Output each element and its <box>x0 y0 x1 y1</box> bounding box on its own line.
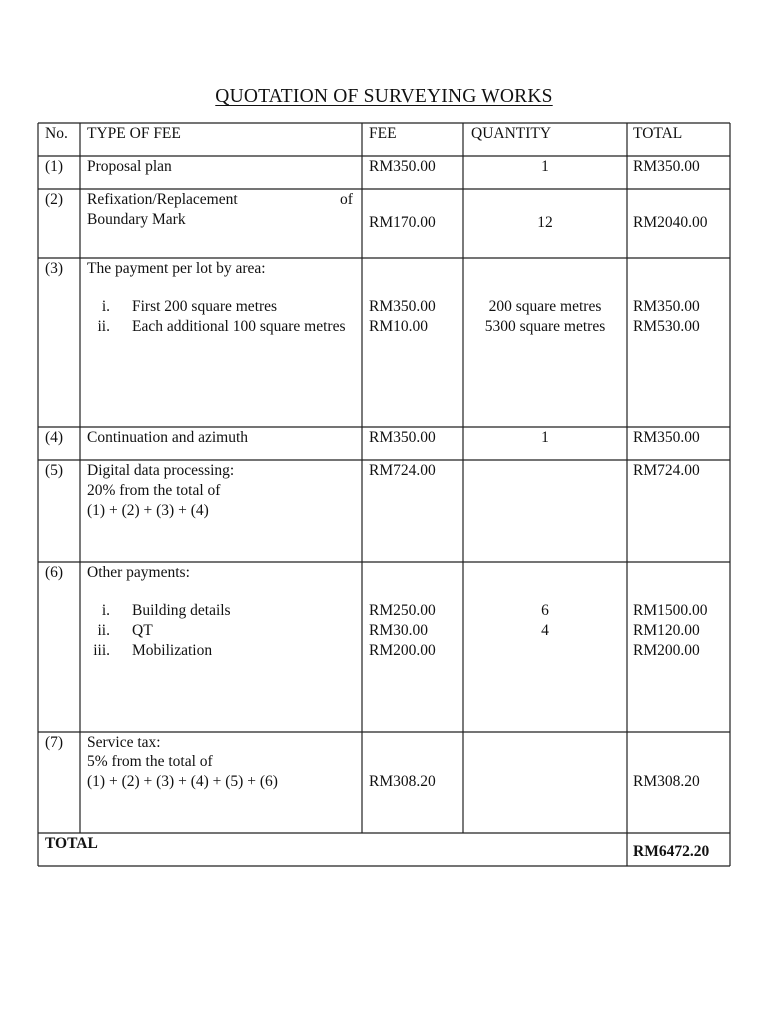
row-4-type: Continuation and azimuth <box>87 429 249 446</box>
row-5-type-line2: 20% from the total of <box>87 482 221 499</box>
row-6-item-2-fee: RM30.00 <box>369 622 428 639</box>
row-3-item-1-quantity: 200 square metres <box>488 298 602 315</box>
header-total: TOTAL <box>633 125 683 142</box>
header-type-of-fee: TYPE OF FEE <box>87 125 181 142</box>
row-6-item-1-numeral: i. <box>101 602 110 619</box>
row-6-item-1-fee: RM250.00 <box>369 602 436 619</box>
row-3-item-1-text: First 200 square metres <box>132 298 278 315</box>
row-5-type-line3: (1) + (2) + (3) + (4) <box>87 502 209 519</box>
row-6-item-1-text: Building details <box>132 602 231 619</box>
row-7-no: (7) <box>45 734 64 751</box>
row-3-item-2-quantity: 5300 square metres <box>484 318 606 335</box>
row-3-no: (3) <box>45 260 64 277</box>
row-5-type-line1: Digital data processing: <box>87 462 235 479</box>
row-2-type-part1: Refixation/Replacement <box>87 191 238 208</box>
row-1-total: RM350.00 <box>633 158 700 175</box>
header-no: No. <box>45 125 68 142</box>
row-5-total: RM724.00 <box>633 462 700 479</box>
row-1-quantity: 1 <box>541 158 549 175</box>
row-3-item-2-fee: RM10.00 <box>369 318 428 335</box>
row-6-item-2-numeral: ii. <box>97 622 110 639</box>
header-fee: FEE <box>369 125 397 142</box>
row-7-fee: RM308.20 <box>369 773 436 790</box>
row-6-item-3-numeral: iii. <box>93 642 110 659</box>
row-5-no: (5) <box>45 462 64 479</box>
row-3-item-1-fee: RM350.00 <box>369 298 436 315</box>
row-4-no: (4) <box>45 429 64 446</box>
row-4-fee: RM350.00 <box>369 429 436 446</box>
row-3-item-2-text: Each additional 100 square metres <box>132 318 346 335</box>
row-4-total: RM350.00 <box>633 429 700 446</box>
row-2-quantity: 12 <box>537 214 553 231</box>
row-2-total: RM2040.00 <box>633 214 708 231</box>
row-6-item-2-quantity: 4 <box>541 622 549 639</box>
row-6-item-3-text: Mobilization <box>132 642 213 659</box>
row-2-no: (2) <box>45 191 64 208</box>
row-6-item-2-total: RM120.00 <box>633 622 700 639</box>
row-3-item-1-total: RM350.00 <box>633 298 700 315</box>
row-2-type-part2: of <box>340 191 353 208</box>
row-7-type-line1: Service tax: <box>87 734 161 751</box>
row-7-type-line2: 5% from the total of <box>87 753 213 770</box>
row-6-no: (6) <box>45 564 64 581</box>
row-6-type: Other payments: <box>87 564 190 581</box>
row-2-type-part3: Boundary Mark <box>87 211 186 228</box>
row-3-item-2-numeral: ii. <box>97 318 110 335</box>
grand-total-label: TOTAL <box>45 835 98 852</box>
document-title: QUOTATION OF SURVEYING WORKS <box>215 86 553 107</box>
row-5-fee: RM724.00 <box>369 462 436 479</box>
row-6-item-2-text: QT <box>132 622 153 639</box>
header-quantity: QUANTITY <box>471 125 552 142</box>
row-1-fee: RM350.00 <box>369 158 436 175</box>
row-7-total: RM308.20 <box>633 773 700 790</box>
row-3-item-1-numeral: i. <box>101 298 110 315</box>
grand-total-value: RM6472.20 <box>633 843 710 860</box>
row-3-item-2-total: RM530.00 <box>633 318 700 335</box>
row-6-item-3-total: RM200.00 <box>633 642 700 659</box>
row-3-type: The payment per lot by area: <box>87 260 266 277</box>
row-4-quantity: 1 <box>541 429 549 446</box>
row-1-no: (1) <box>45 158 64 175</box>
row-2-fee: RM170.00 <box>369 214 436 231</box>
row-7-type-line3: (1) + (2) + (3) + (4) + (5) + (6) <box>87 773 278 790</box>
row-6-item-1-quantity: 6 <box>541 602 549 619</box>
row-6-item-1-total: RM1500.00 <box>633 602 708 619</box>
row-6-item-3-fee: RM200.00 <box>369 642 436 659</box>
row-1-type: Proposal plan <box>87 158 172 175</box>
